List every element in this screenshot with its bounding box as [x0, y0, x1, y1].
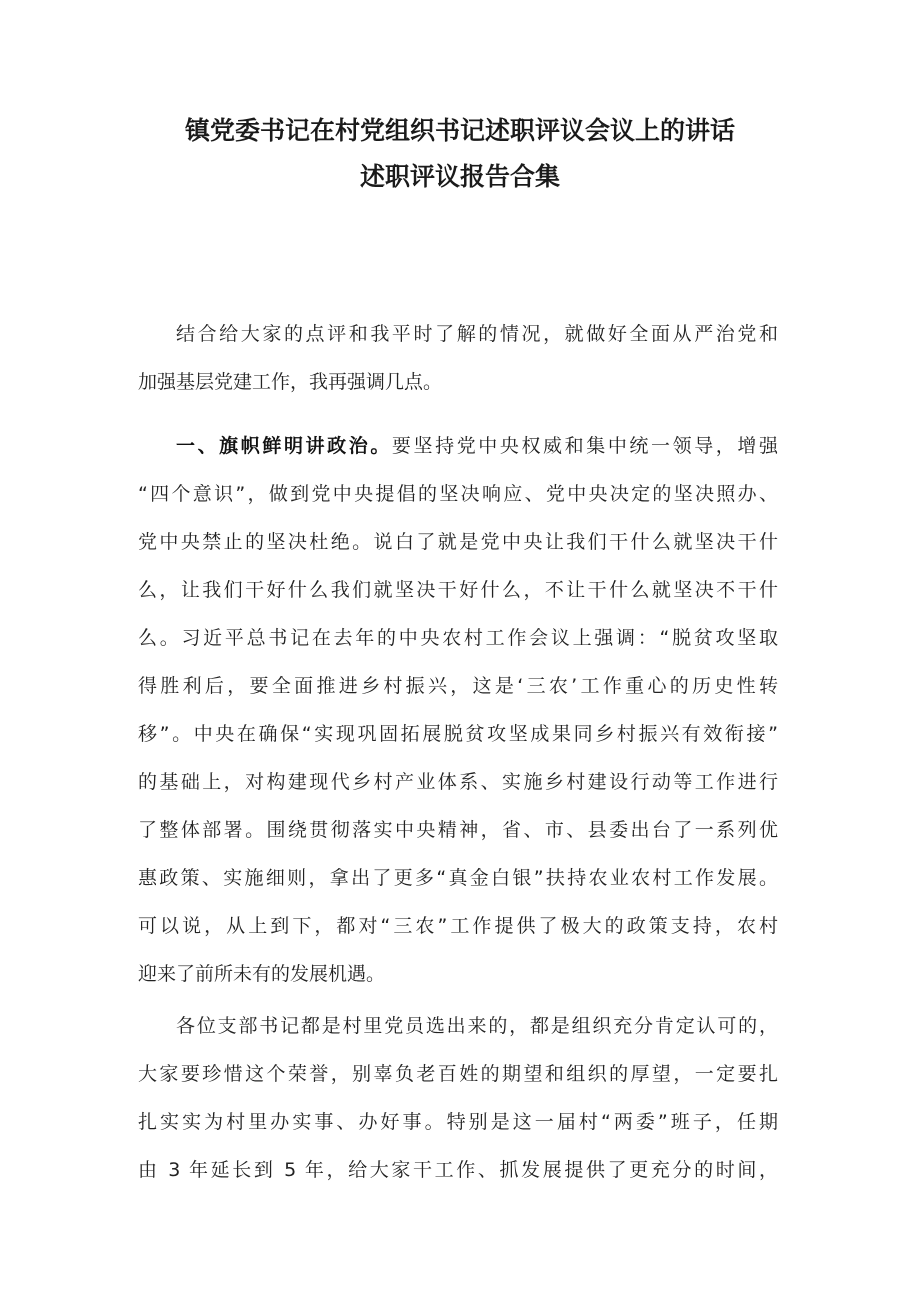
paragraph-2-line: 惠政策、实施细则，拿出了更多“真金白银”扶持农业农村工作发展。 [138, 867, 778, 889]
paragraph-2-line: 移”。中央在确保“实现巩固拓展脱贫攻坚成果同乡村振兴有效衔接” [138, 723, 778, 745]
paragraph-2-line: 么。习近平总书记在去年的中央农村工作会议上强调：“脱贫攻坚取 [138, 627, 778, 649]
paragraph-2-line: 党中央禁止的坚决杜绝。说白了就是党中央让我们干什么就坚决干什 [138, 531, 778, 553]
paragraph-2-line: 么，让我们干好什么我们就坚决干好什么，不让干什么就坚决不干什 [138, 579, 778, 601]
paragraph-2-first-line-text: 要坚持党中央权威和集中统一领导，增强 [391, 435, 778, 457]
paragraph-2-line: “四个意识”，做到党中央提倡的坚决响应、党中央决定的坚决照办、 [138, 483, 778, 505]
paragraph-3-line: 大家要珍惜这个荣誉，别辜负老百姓的期望和组织的厚望，一定要扎 [138, 1063, 778, 1085]
section-heading: 一、旗帜鲜明讲政治。 [176, 435, 392, 457]
document-title-line-2: 述职评议报告合集 [359, 162, 560, 191]
paragraph-2-line: 迎来了前所未有的发展机遇。 [138, 963, 386, 985]
paragraph-3-line: 扎实实为村里办实事、办好事。特别是这一届村“两委”班子，任期 [138, 1111, 778, 1133]
paragraph-2-line: 了整体部署。围绕贯彻落实中央精神，省、市、县委出台了一系列优 [138, 819, 778, 841]
paragraph-2-line: 得胜利后，要全面推进乡村振兴，这是‘三农’工作重心的历史性转 [138, 675, 778, 697]
paragraph-2-line: 的基础上，对构建现代乡村产业体系、实施乡村建设行动等工作进行 [138, 771, 778, 793]
paragraph-2-line: 可以说，从上到下，都对“三农”工作提供了极大的政策支持，农村 [138, 915, 778, 937]
paragraph-1-line: 加强基层党建工作，我再强调几点。 [138, 371, 443, 393]
paragraph-2-first-line [176, 433, 778, 459]
paragraph-3-line: 各位支部书记都是村里党员选出来的，都是组织充分肯定认可的， [176, 1015, 778, 1037]
document-title-line-1: 镇党委书记在村党组织书记述职评议会议上的讲话 [184, 116, 735, 145]
paragraph-1-line: 结合给大家的点评和我平时了解的情况，就做好全面从严治党和 [176, 323, 778, 345]
paragraph-3-line: 由 3 年延长到 5 年，给大家干工作、抓发展提供了更充分的时间， [138, 1159, 778, 1181]
